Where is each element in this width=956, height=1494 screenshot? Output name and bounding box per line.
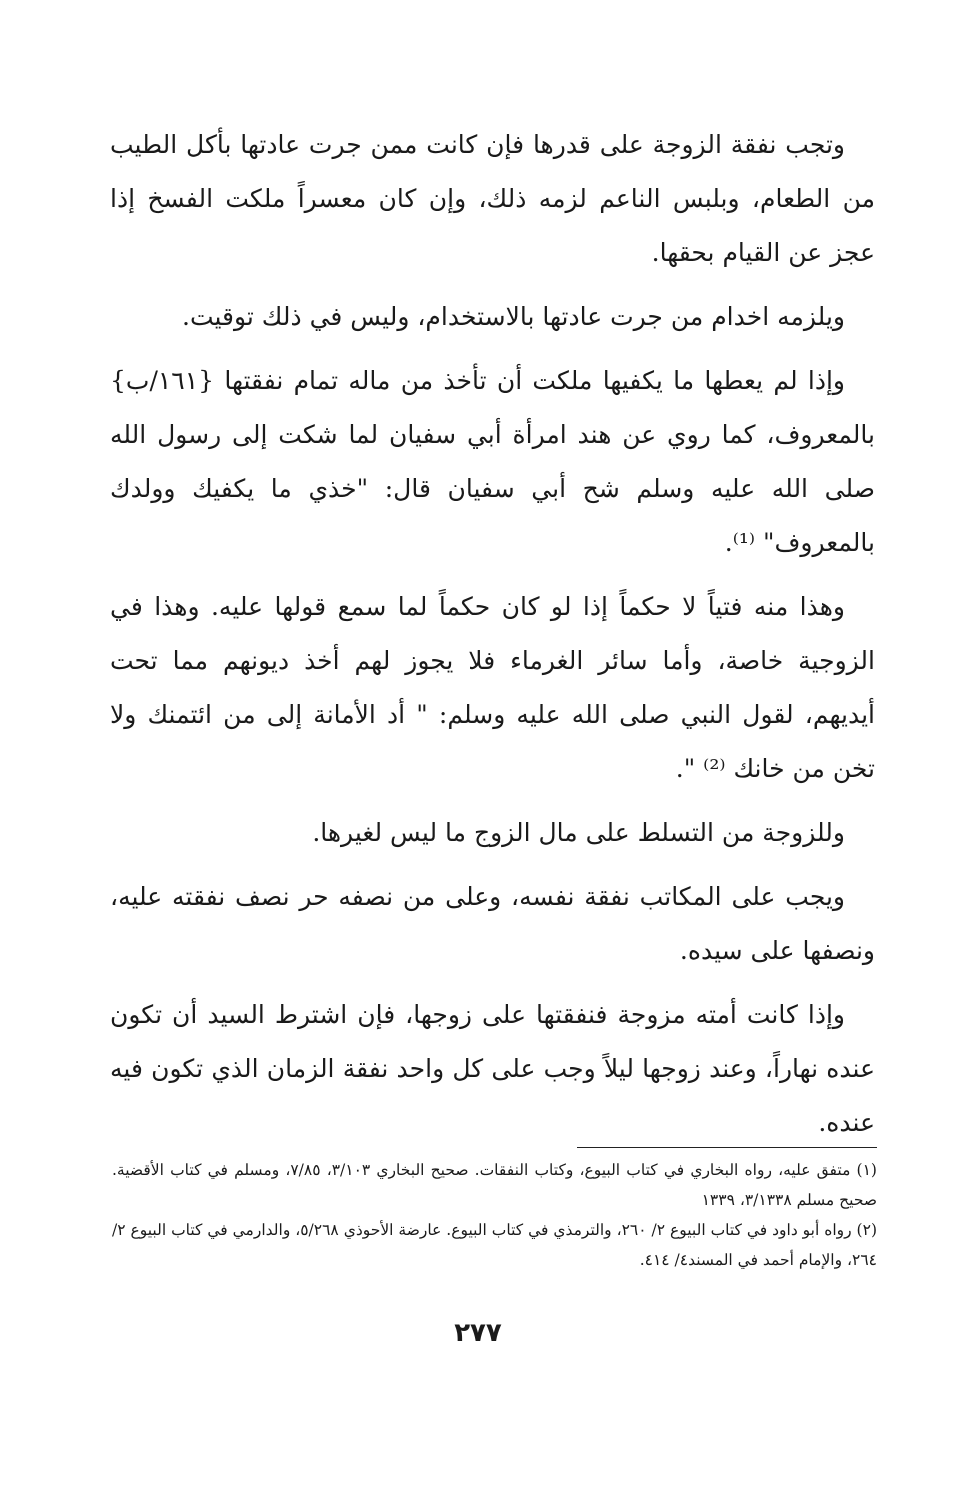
paragraph: وتجب نفقة الزوجة على قدرها فإن كانت ممن جرت عادتها بأكل الطيب من الطعام، وبلبس الناعم لزمه ذلك، وإن كان معسراً ملكت الفسخ إذا عجز عن القيام بحقها.	[110, 130, 875, 267]
paragraph: وهذا منه فتياً لا حكماً إذا لو كان حكماً لما سمع قولها عليه. وهذا في الزوجية خاصة، وأما سائر الغرماء فلا يجوز لهم أخذ ديونهم مما تحت أيديهم، لقول النبي صلى الله عليه وسلم: " أد الأمانة إلى من ائتمنك ولا تخن من خانك ⁽²⁾ ".	[110, 592, 875, 783]
paragraph: وللزوجة من التسلط على مال الزوج ما ليس لغيرها.	[312, 818, 845, 847]
paragraph: وإذا لم يعطها ما يكفيها ملكت أن تأخذ من ماله تمام نفقتها {١٦١/ب} بالمعروف، كما روي عن هند امرأة أبي سفيان لما شكت إلى رسول الله صلى الله عليه وسلم شح أبي سفيان قال: "خذي ما يكفيك وولدك بالمعروف" ⁽¹⁾.	[110, 366, 875, 557]
paragraph: ويجب على المكاتب نفقة نفسه، وعلى من نصفه حر نصف نفقته عليه، ونصفها على سيده.	[110, 882, 875, 965]
main-text	[110, 118, 875, 1160]
footnote-divider	[577, 1147, 877, 1148]
footnotes	[112, 1155, 877, 1275]
footnote: (١) متفق عليه، رواه البخاري في كتاب البيوع، وكتاب النفقات. صحيح البخاري ٣/١٠٣، ٧/٨٥، ومسلم في كتاب الأقضية. صحيح مسلم ٣/١٣٣٨، ١٣٣٩	[112, 1161, 877, 1209]
paragraph: وإذا كانت أمته مزوجة فنفقتها على زوجها، فإن اشترط السيد أن تكون عنده نهاراً، وعند زوجها ليلاً وجب على كل واحد نفقة الزمان الذي تكون فيه عنده.	[110, 1000, 875, 1137]
paragraph: ويلزمه اخدام من جرت عادتها بالاستخدام، وليس في ذلك توقيت.	[182, 302, 845, 331]
footnote: (٢) رواه أبو داود في كتاب البيوع ٢/ ٢٦٠، والترمذي في كتاب البيوع. عارضة الأحوذي ٥/٢٦٨، والدارمي في كتاب البيوع ٢/ ٢٦٤، والإمام أحمد في المسند٤/ ٤١٤.	[112, 1221, 877, 1269]
page-number: ٢٧٧	[454, 1318, 502, 1348]
